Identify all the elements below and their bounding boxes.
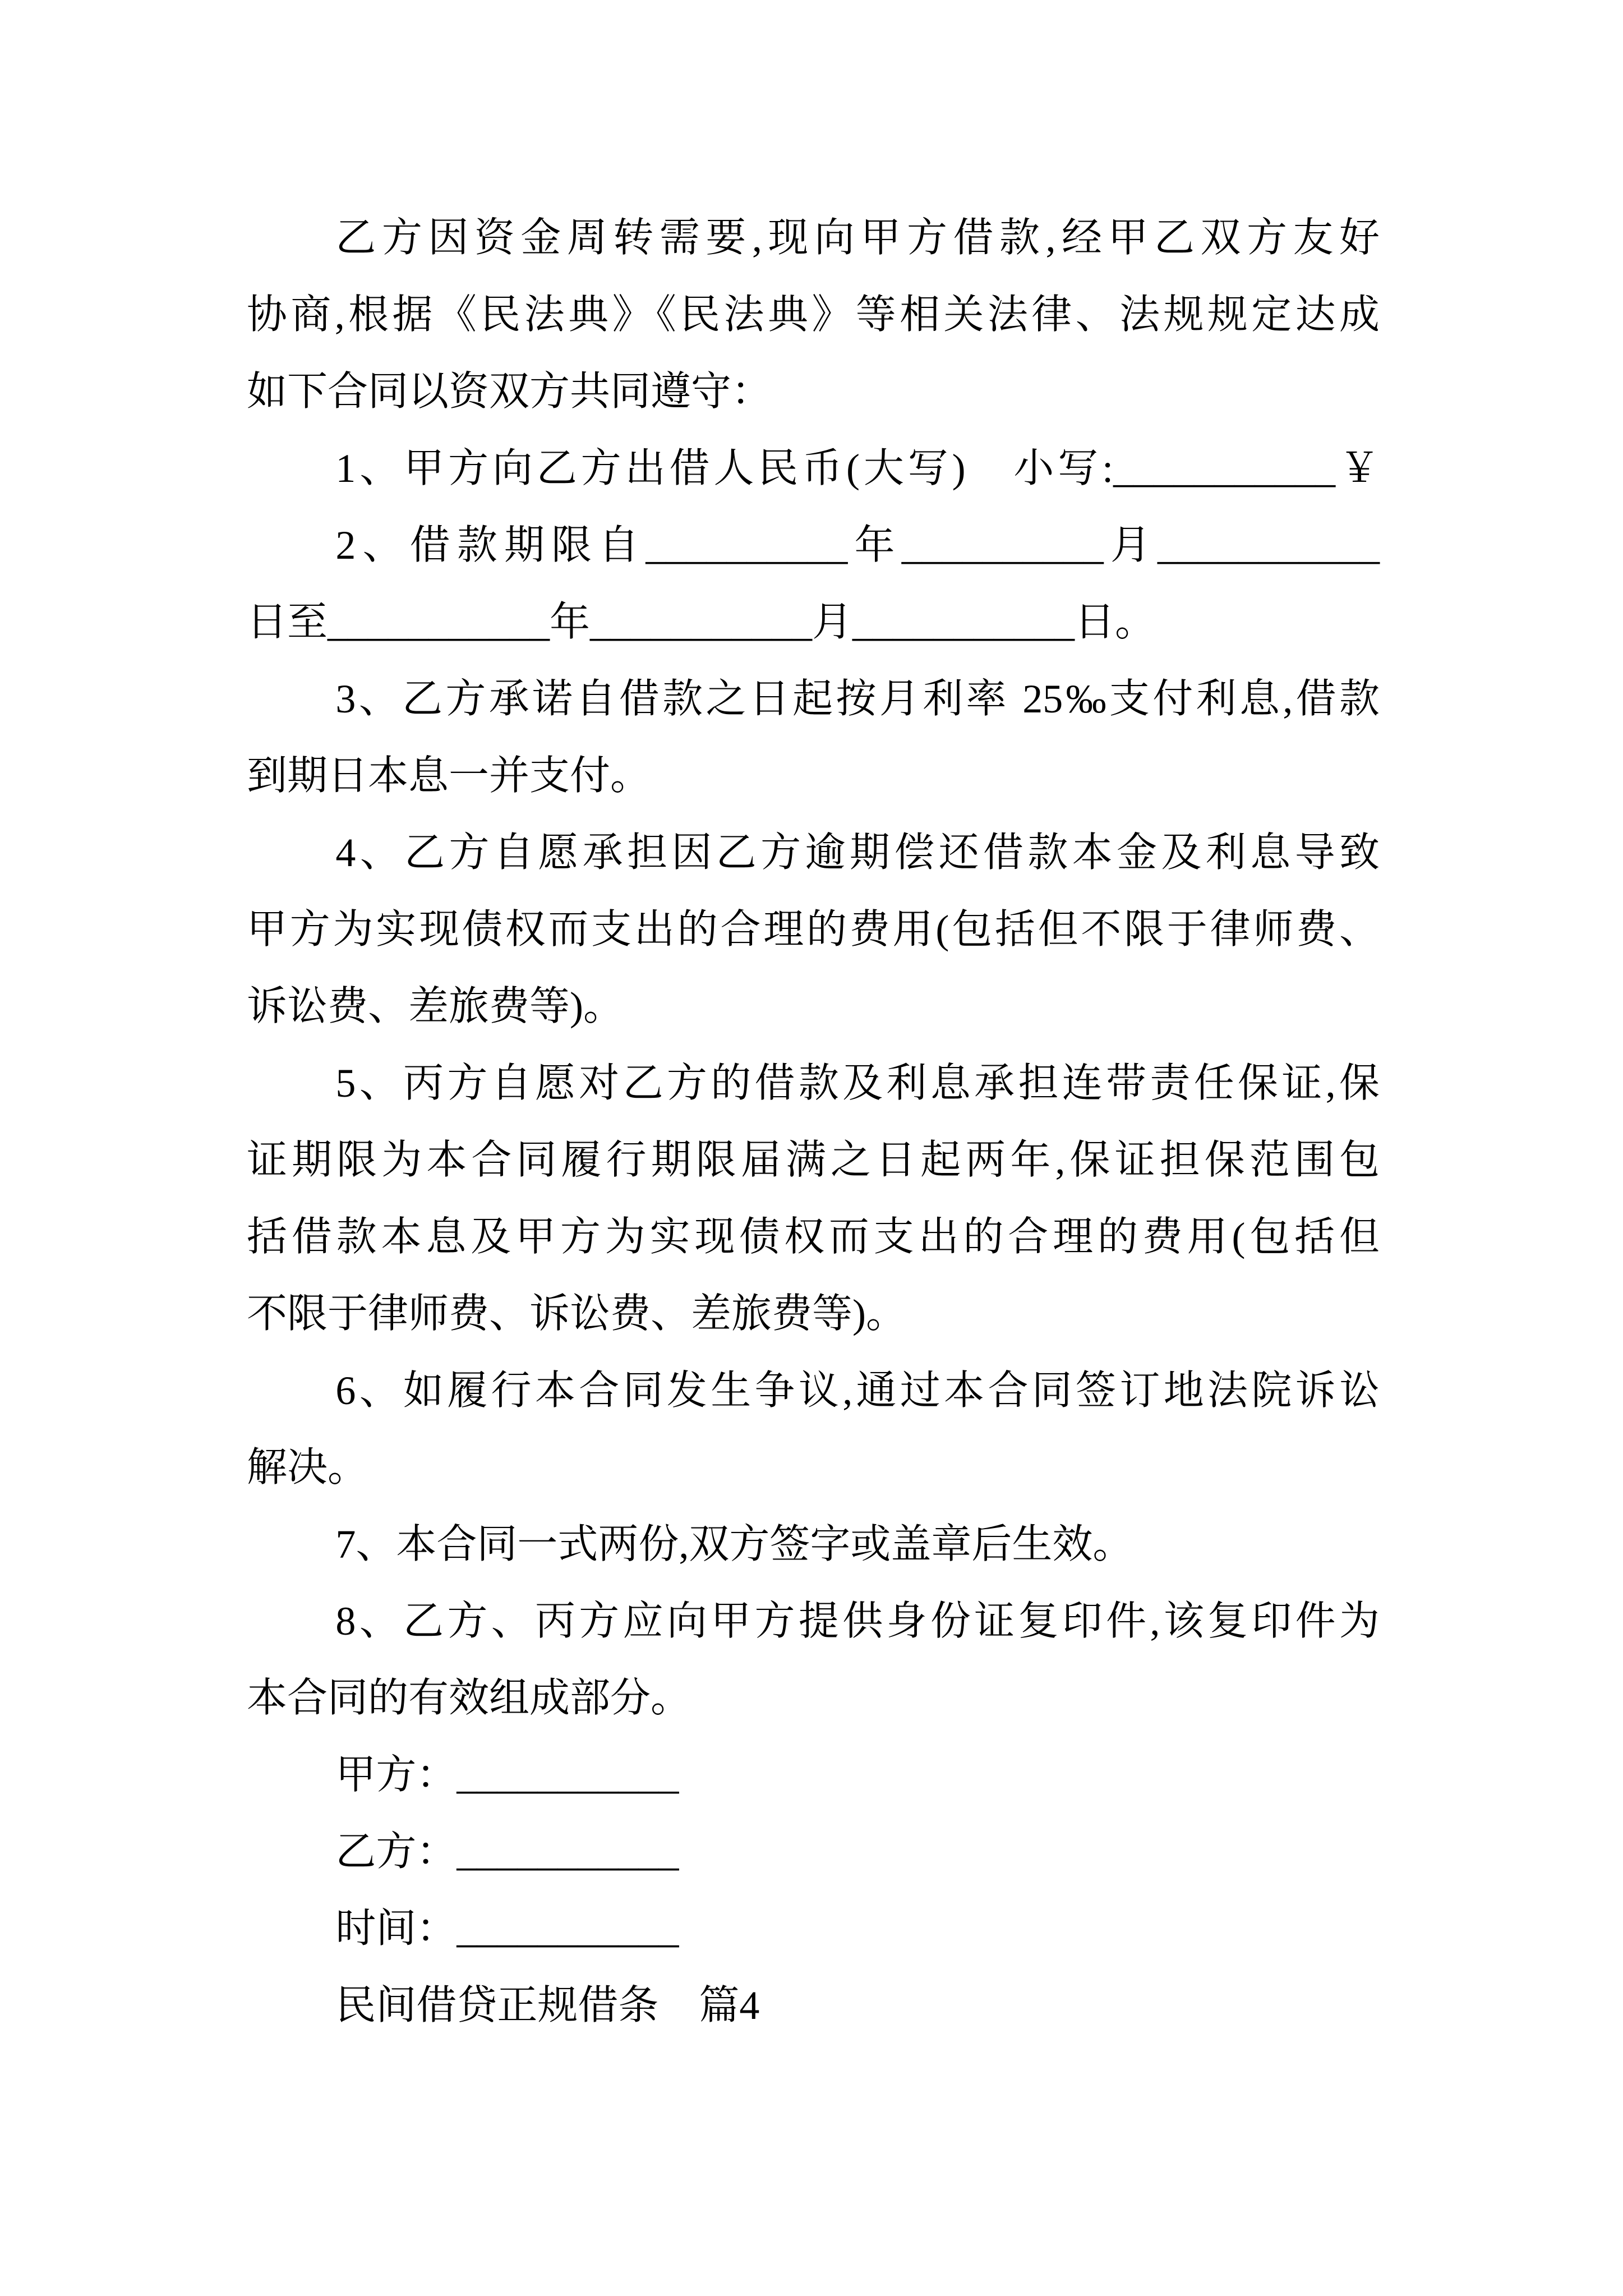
text-line: 协商,根据《民法典》《民法典》等相关法律、法规规定达成: [247, 292, 1380, 337]
text-line: 甲方为实现债权而支出的合理的费用(包括但不限于律师费、: [247, 907, 1380, 952]
text-line: 到期日本息一并支付。: [247, 753, 651, 798]
clause-6-dispute: [247, 1352, 1380, 1506]
text-line: 不限于律师费、诉讼费、差旅费等)。: [247, 1291, 906, 1336]
text-line: 民间借贷正规借条 篇4: [335, 1983, 760, 2028]
next-section-heading: [247, 1967, 1380, 2044]
text-line: 2、借款期限自__________年__________月___________: [335, 523, 1380, 568]
clause-7-copies: [247, 1506, 1380, 1583]
text-line: 4、乙方自愿承担因乙方逾期偿还借款本金及利息导致: [335, 830, 1380, 875]
text-line: 5、丙方自愿对乙方的借款及利息承担连带责任保证,保: [335, 1061, 1380, 1106]
clause-1-amount: [247, 430, 1380, 507]
text-line: 1、甲方向乙方出借人民币(大写) 小写:___________￥: [335, 446, 1380, 491]
text-line: 时间：___________: [335, 1906, 679, 1951]
text-line: 8、乙方、丙方应向甲方提供身份证复印件,该复印件为: [335, 1599, 1380, 1644]
text-line: 甲方：___________: [335, 1752, 679, 1797]
text-line: 诉讼费、差旅费等)。: [247, 984, 624, 1029]
signature-party-b: [247, 1814, 1380, 1890]
clause-3-interest: [247, 661, 1380, 815]
text-line: 括借款本息及甲方为实现债权而支出的合理的费用(包括但: [247, 1214, 1380, 1259]
signature-date: [247, 1890, 1380, 1967]
text-line: 7、本合同一式两份,双方签字或盖章后生效。: [335, 1522, 1133, 1567]
text-line: 解决。: [247, 1445, 368, 1490]
text-line: 日至___________年___________月___________日。: [247, 600, 1155, 645]
text-line: 证期限为本合同履行期限届满之日起两年,保证担保范围包: [247, 1138, 1380, 1182]
text-line: 乙方因资金周转需要,现向甲方借款,经甲乙双方友好: [335, 215, 1380, 260]
intro-paragraph: [247, 200, 1380, 430]
clause-2-term: [247, 507, 1380, 661]
text-line: 乙方：___________: [335, 1829, 679, 1874]
clause-8-id-copy: [247, 1583, 1380, 1737]
text-line: 6、如履行本合同发生争议,通过本合同签订地法院诉讼: [335, 1368, 1380, 1413]
text-line: 3、乙方承诺自借款之日起按月利率 25‰支付利息,借款: [335, 677, 1380, 721]
clause-4-overdue-costs: [247, 815, 1380, 1045]
text-line: 本合同的有效组成部分。: [247, 1676, 691, 1720]
text-line: 如下合同以资双方共同遵守：: [247, 369, 772, 414]
clause-5-guarantee: [247, 1045, 1380, 1352]
signature-party-a: [247, 1737, 1380, 1814]
